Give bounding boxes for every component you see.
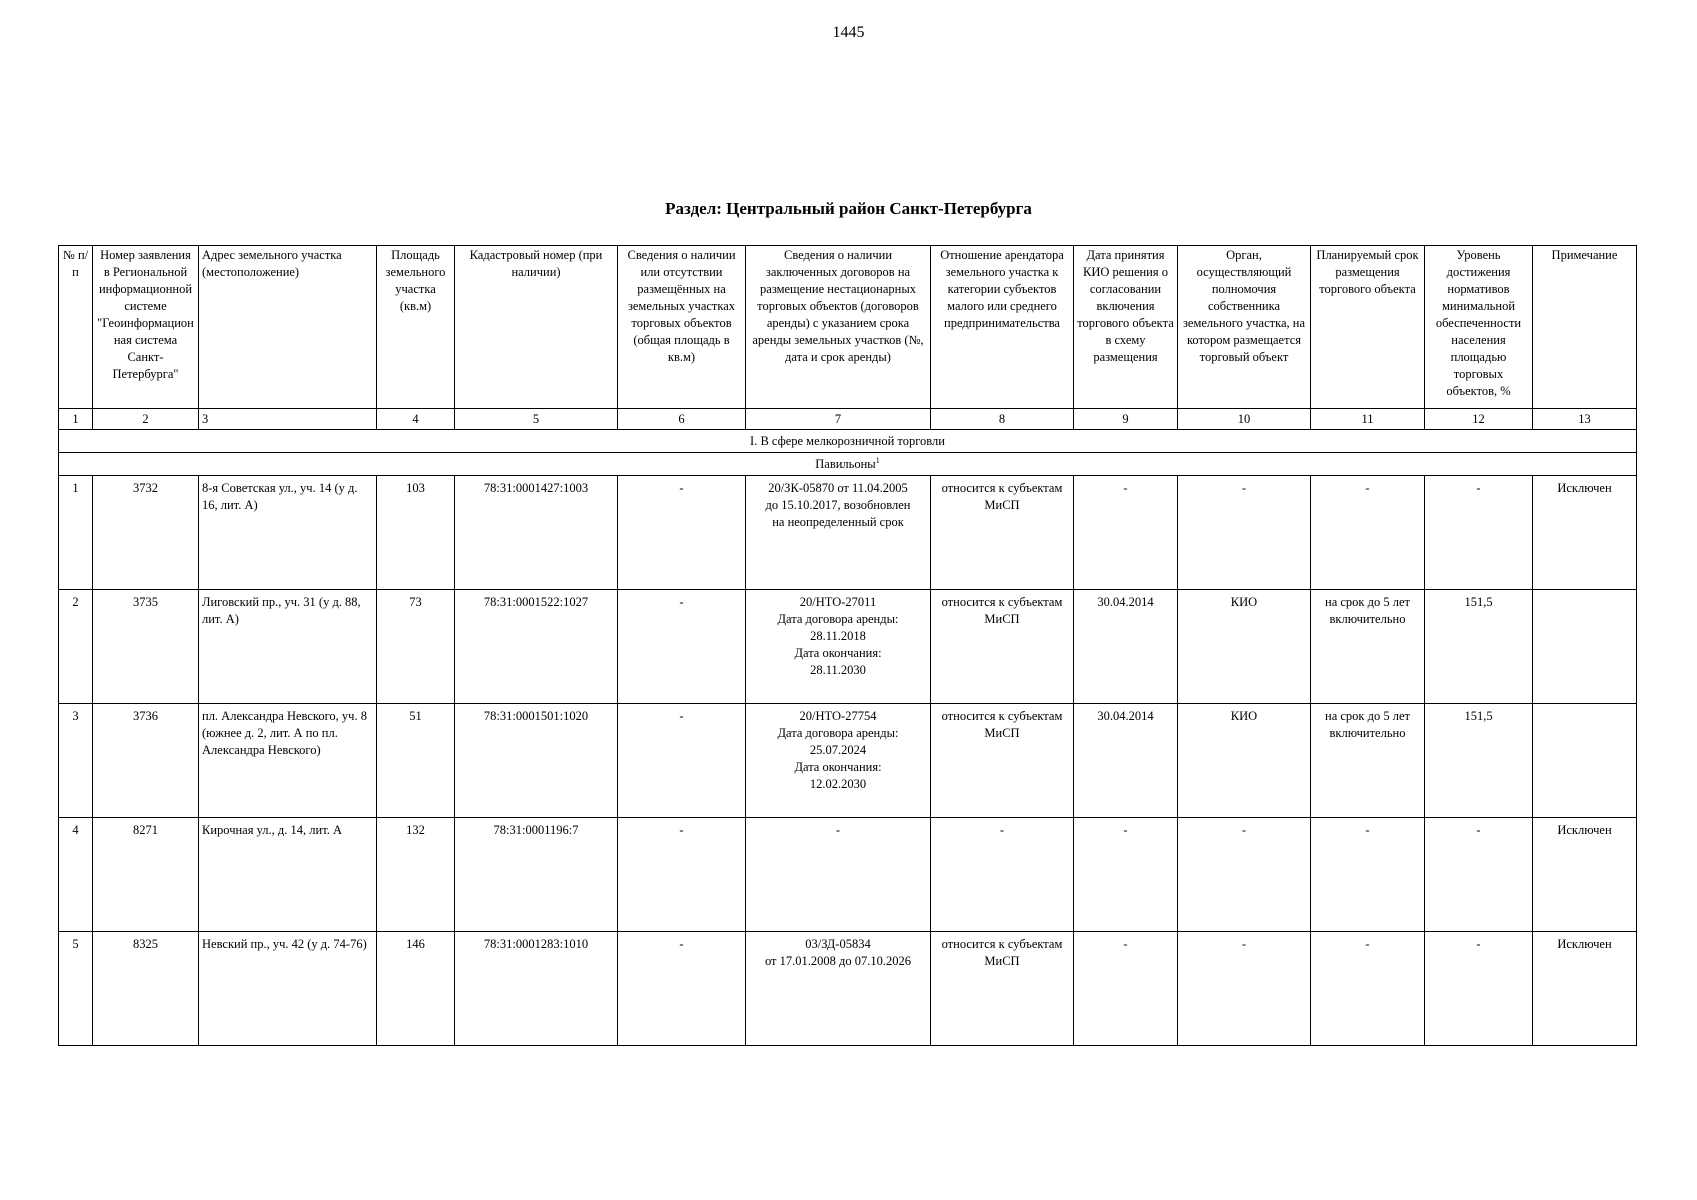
header-cell: Отношение арендатора земельного участка к категории субъектов малого или среднего предпринимательства (931, 246, 1074, 409)
header-cell: Примечание (1533, 246, 1637, 409)
row-number-cell: 3 (59, 704, 93, 818)
header-cell: Номер заявления в Региональной информационной системе "Геоинформационная система Санкт-Петербурга" (93, 246, 199, 409)
contract-line: 20/НТО-27011 (799, 595, 877, 609)
contract-line: - (835, 823, 841, 837)
cadastral-number-cell: 78:31:0001501:1020 (455, 704, 618, 818)
contract-cell (746, 932, 931, 1046)
sme-category-cell: относится к субъектам МиСП (931, 704, 1074, 818)
table-header-row (59, 246, 1637, 409)
column-number: 12 (1425, 409, 1533, 430)
existing-objects-cell: - (618, 590, 746, 704)
provision-level-cell: 151,5 (1425, 704, 1533, 818)
provision-level-cell: - (1425, 932, 1533, 1046)
cadastral-number-cell: 78:31:0001427:1003 (455, 476, 618, 590)
row-number-cell: 1 (59, 476, 93, 590)
address-cell: пл. Александра Невского, уч. 8 (южнее д. 2, лит. А по пл. Александра Невского) (199, 704, 377, 818)
contract-line: 12.02.2030 (809, 777, 867, 791)
contract-line: до 15.10.2017, возобновлен (765, 498, 911, 512)
header-cell: Планируемый срок размещения торгового объекта (1311, 246, 1425, 409)
column-number: 6 (618, 409, 746, 430)
column-number: 10 (1178, 409, 1311, 430)
placement-term-cell: - (1311, 932, 1425, 1046)
address-cell: Невский пр., уч. 42 (у д. 74-76) (199, 932, 377, 1046)
provision-level-cell: - (1425, 818, 1533, 932)
row-number-cell: 5 (59, 932, 93, 1046)
column-number: 9 (1074, 409, 1178, 430)
application-number-cell: 3736 (93, 704, 199, 818)
contract-line: Дата договора аренды: (777, 612, 899, 626)
contract-line: Дата договора аренды: (777, 726, 899, 740)
application-number-cell: 8271 (93, 818, 199, 932)
contract-cell (746, 590, 931, 704)
area-cell: 103 (377, 476, 455, 590)
area-cell: 146 (377, 932, 455, 1046)
provision-level-cell: 151,5 (1425, 590, 1533, 704)
page-number: 1445 (832, 24, 865, 41)
contract-line: Дата окончания: (794, 760, 882, 774)
sme-category-cell: относится к субъектам МиСП (931, 932, 1074, 1046)
address-cell: 8-я Советская ул., уч. 14 (у д. 16, лит. А) (199, 476, 377, 590)
header-cell: Орган, осуществляющий полномочия собственника земельного участка, на котором размещается торговый объект (1178, 246, 1311, 409)
subgroup-title: Павильоны (815, 456, 876, 471)
application-number-cell: 3735 (93, 590, 199, 704)
column-number: 1 (59, 409, 93, 430)
note-cell (1533, 590, 1637, 704)
area-cell: 73 (377, 590, 455, 704)
column-number: 7 (746, 409, 931, 430)
application-number-cell: 8325 (93, 932, 199, 1046)
header-cell: Кадастровый номер (при наличии) (455, 246, 618, 409)
decision-date-cell: - (1074, 476, 1178, 590)
table-row (59, 704, 1637, 818)
existing-objects-cell: - (618, 932, 746, 1046)
cadastral-number-cell: 78:31:0001283:1010 (455, 932, 618, 1046)
existing-objects-cell: - (618, 476, 746, 590)
column-number-row (59, 409, 1637, 430)
authority-cell: - (1178, 932, 1311, 1046)
column-number: 13 (1533, 409, 1637, 430)
authority-cell: КИО (1178, 704, 1311, 818)
area-cell: 51 (377, 704, 455, 818)
subgroup-row (59, 453, 1637, 476)
contract-line: 28.11.2018 (810, 629, 866, 643)
header-cell: № п/п (59, 246, 93, 409)
contract-line: 28.11.2030 (810, 663, 866, 677)
decision-date-cell: - (1074, 818, 1178, 932)
column-number: 3 (199, 409, 377, 430)
contract-cell (746, 818, 931, 932)
placement-term-cell: на срок до 5 лет включительно (1311, 704, 1425, 818)
contract-line: 25.07.2024 (809, 743, 867, 757)
header-cell: Уровень достижения нормативов минимальной обеспеченности населения площадью торговых объектов, % (1425, 246, 1533, 409)
decision-date-cell: 30.04.2014 (1074, 704, 1178, 818)
cadastral-number-cell: 78:31:0001196:7 (455, 818, 618, 932)
sme-category-cell: относится к субъектам МиСП (931, 476, 1074, 590)
area-cell: 132 (377, 818, 455, 932)
header-cell: Сведения о наличии или отсутствии размещённых на земельных участках торговых объектов (общая площадь в кв.м) (618, 246, 746, 409)
existing-objects-cell: - (618, 704, 746, 818)
note-cell: Исключен (1533, 932, 1637, 1046)
placement-term-cell: на срок до 5 лет включительно (1311, 590, 1425, 704)
column-number: 4 (377, 409, 455, 430)
authority-cell: - (1178, 476, 1311, 590)
column-number: 5 (455, 409, 618, 430)
column-number: 2 (93, 409, 199, 430)
contract-line: 20/НТО-27754 (799, 709, 877, 723)
footnote-marker: 1 (875, 455, 880, 465)
note-cell: Исключен (1533, 476, 1637, 590)
header-cell: Адрес земельного участка (местоположение) (199, 246, 377, 409)
contract-line: 20/ЗК-05870 от 11.04.2005 (768, 481, 908, 495)
table-row (59, 818, 1637, 932)
header-cell: Площадь земельного участка (кв.м) (377, 246, 455, 409)
note-cell: Исключен (1533, 818, 1637, 932)
table-row (59, 590, 1637, 704)
contract-line: 03/ЗД-05834 (805, 937, 871, 951)
header-cell: Сведения о наличии заключенных договоров на размещение нестационарных торговых объектов (договоров аренды) с указанием срока аренды земельных участков (№, дата и срок аренды) (746, 246, 931, 409)
column-number: 8 (931, 409, 1074, 430)
contract-line: от 17.01.2008 до 07.10.2026 (764, 954, 912, 968)
column-number: 11 (1311, 409, 1425, 430)
sme-category-cell: - (931, 818, 1074, 932)
decision-date-cell: - (1074, 932, 1178, 1046)
header-cell: Дата принятия КИО решения о согласовании включения торгового объекта в схему размещения (1074, 246, 1178, 409)
registry-table (58, 245, 1637, 1046)
row-number-cell: 4 (59, 818, 93, 932)
subgroup-cell (59, 453, 1637, 476)
sme-category-cell: относится к субъектам МиСП (931, 590, 1074, 704)
cadastral-number-cell: 78:31:0001522:1027 (455, 590, 618, 704)
contract-line: на неопределенный срок (772, 515, 904, 529)
row-number-cell: 2 (59, 590, 93, 704)
provision-level-cell: - (1425, 476, 1533, 590)
group-title: I. В сфере мелкорозничной торговли (59, 430, 1637, 453)
section-title: Раздел: Центральный район Санкт-Петербурга (665, 199, 1032, 218)
table-row (59, 932, 1637, 1046)
existing-objects-cell: - (618, 818, 746, 932)
decision-date-cell: 30.04.2014 (1074, 590, 1178, 704)
contract-cell (746, 476, 931, 590)
group-row (59, 430, 1637, 453)
authority-cell: - (1178, 818, 1311, 932)
placement-term-cell: - (1311, 476, 1425, 590)
address-cell: Лиговский пр., уч. 31 (у д. 88, лит. А) (199, 590, 377, 704)
application-number-cell: 3732 (93, 476, 199, 590)
contract-line: Дата окончания: (794, 646, 882, 660)
authority-cell: КИО (1178, 590, 1311, 704)
contract-cell (746, 704, 931, 818)
table-row (59, 476, 1637, 590)
address-cell: Кирочная ул., д. 14, лит. А (199, 818, 377, 932)
note-cell (1533, 704, 1637, 818)
placement-term-cell: - (1311, 818, 1425, 932)
